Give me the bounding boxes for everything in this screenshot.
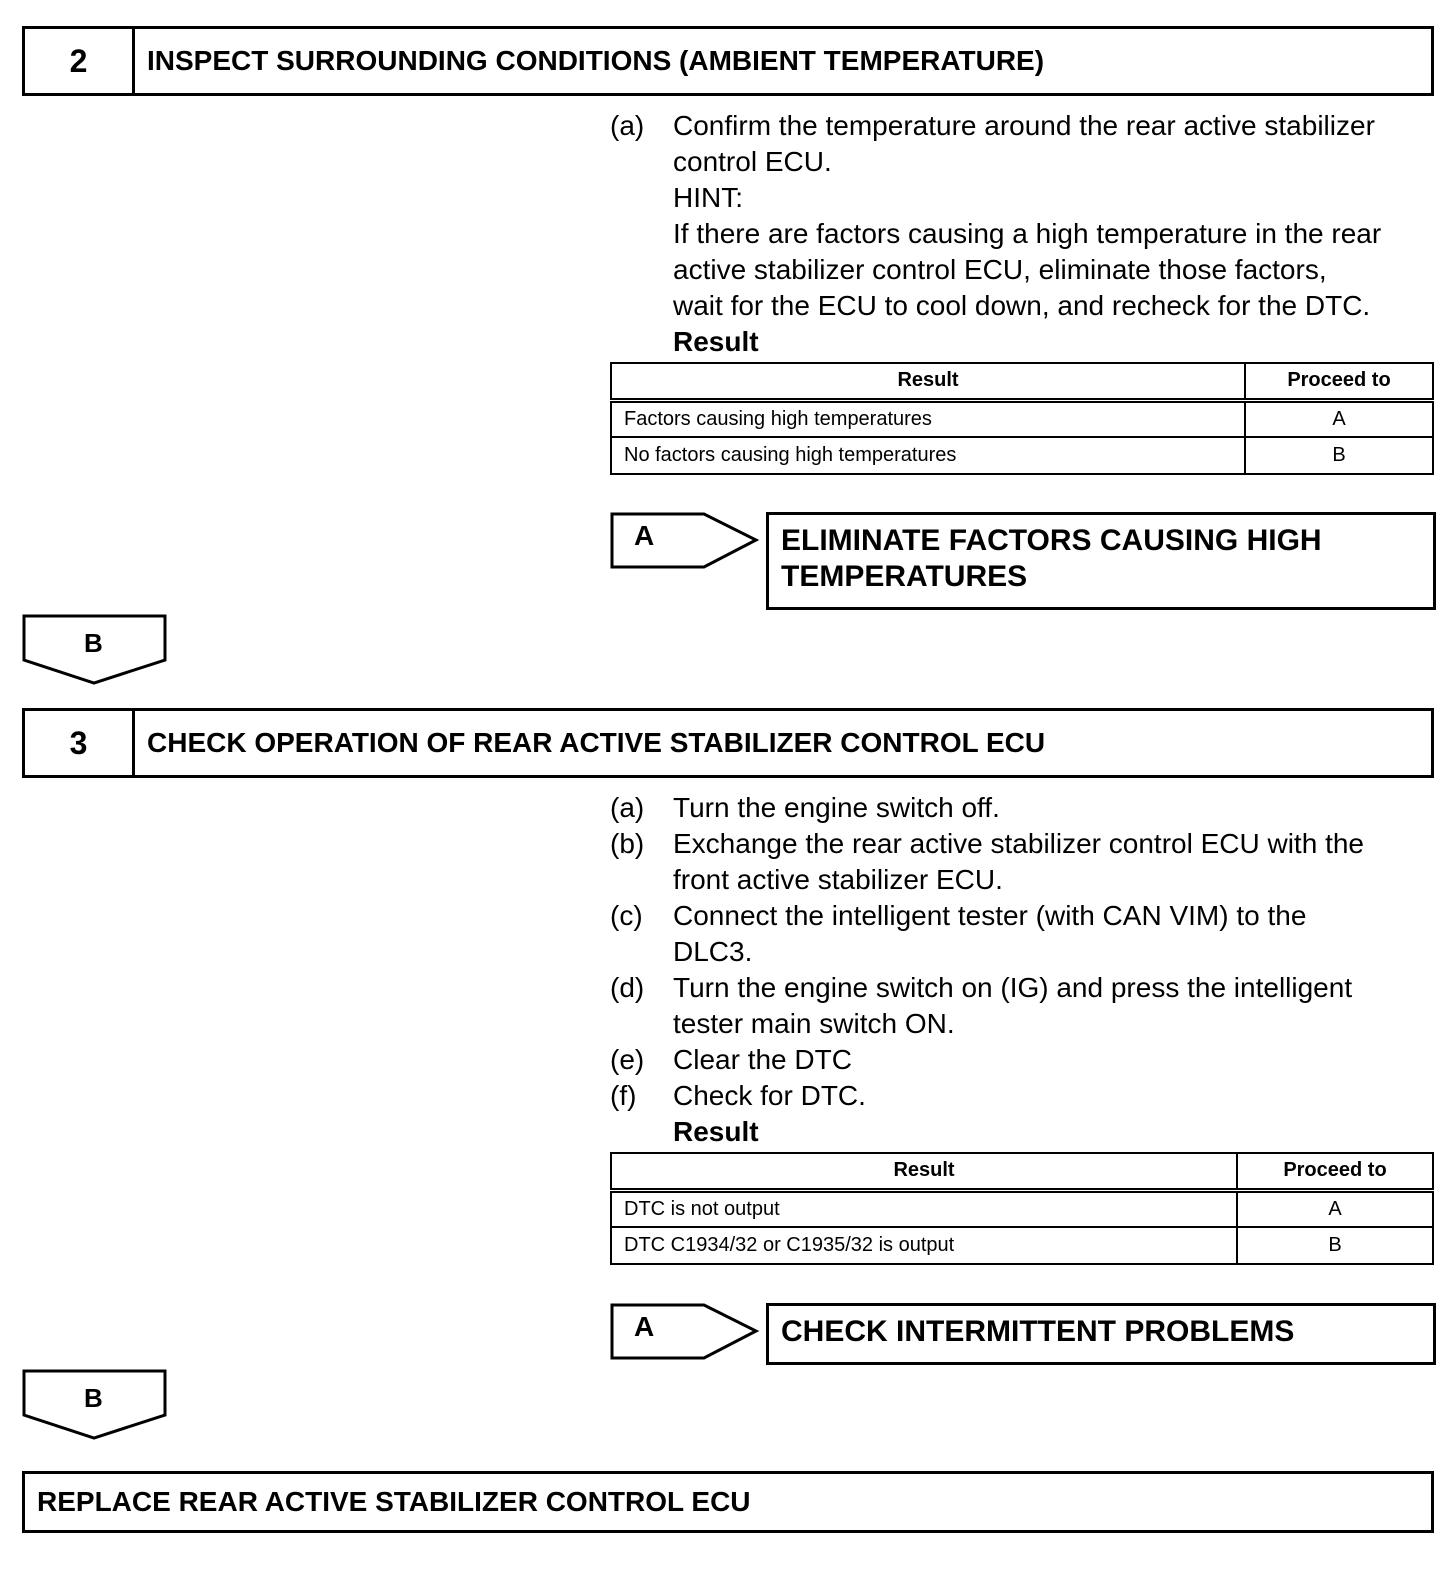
proceed-a-box xyxy=(766,512,1436,610)
result-cell: Factors causing high temperatures xyxy=(611,400,1245,437)
step-2-instructions xyxy=(610,108,1440,360)
spacer xyxy=(610,862,673,898)
instruction-continuation xyxy=(610,862,1440,898)
hint-label: HINT: xyxy=(673,182,743,213)
step-3-result-table xyxy=(610,1152,1434,1265)
result-cell: DTC is not output xyxy=(611,1190,1237,1227)
item-label: (f) xyxy=(610,1080,637,1111)
item-label: (a) xyxy=(610,110,645,141)
hint-text: If there are factors causing a high temperature in the rear xyxy=(673,218,1382,249)
item-text: Turn the engine switch on (IG) and press the intelligent xyxy=(673,972,1353,1003)
item-text: control ECU. xyxy=(673,146,832,177)
instruction-continuation xyxy=(610,144,1440,180)
proceed-a-arrow xyxy=(610,1303,760,1361)
hint-label-line xyxy=(610,180,1440,216)
proceed-b-arrow xyxy=(22,614,168,686)
instruction-item xyxy=(610,826,1440,862)
instruction-item xyxy=(610,790,1440,826)
proceed-cell: A xyxy=(1245,400,1433,437)
instruction-item xyxy=(610,108,1440,144)
column-header: Result xyxy=(611,1153,1237,1190)
step-title: CHECK OPERATION OF REAR ACTIVE STABILIZER CONTROL ECU xyxy=(147,727,1046,758)
step-3-header xyxy=(22,708,1434,778)
item-text: tester main switch ON. xyxy=(673,1008,955,1039)
proceed-a-arrow xyxy=(610,512,760,570)
column-header: Result xyxy=(611,363,1245,400)
spacer xyxy=(610,288,673,324)
result-label: Result xyxy=(673,326,759,357)
spacer xyxy=(610,1006,673,1042)
spacer xyxy=(610,180,673,216)
column-header: Proceed to xyxy=(1237,1153,1433,1190)
table-row xyxy=(611,400,1433,437)
hint-text: wait for the ECU to cool down, and recheck for the DTC. xyxy=(673,290,1371,321)
table-header-row xyxy=(611,1153,1433,1190)
result-cell: DTC C1934/32 or C1935/32 is output xyxy=(611,1227,1237,1264)
item-text: Confirm the temperature around the rear active stabilizer xyxy=(673,110,1375,141)
spacer xyxy=(610,144,673,180)
table-row xyxy=(611,437,1433,474)
item-label: (e) xyxy=(610,1044,645,1075)
item-label: (d) xyxy=(610,972,645,1003)
proceed-a-text: ELIMINATE FACTORS CAUSING HIGH xyxy=(781,524,1322,557)
item-text: front active stabilizer ECU. xyxy=(673,864,1003,895)
proceed-letter: B xyxy=(84,628,103,658)
proceed-cell: B xyxy=(1245,437,1433,474)
final-action-box: REPLACE REAR ACTIVE STABILIZER CONTROL ECU xyxy=(22,1471,1434,1533)
result-cell: No factors causing high temperatures xyxy=(611,437,1245,474)
proceed-cell: B xyxy=(1237,1227,1433,1264)
proceed-a-text: CHECK INTERMITTENT PROBLEMS xyxy=(781,1315,1295,1348)
right-arrow-shape-icon xyxy=(610,1303,760,1361)
step-number: 2 xyxy=(25,29,135,93)
table-header-row xyxy=(611,363,1433,400)
proceed-letter: B xyxy=(84,1383,103,1413)
instruction-item xyxy=(610,1042,1440,1078)
proceed-b-arrow xyxy=(22,1369,168,1441)
item-text: Check for DTC. xyxy=(673,1080,866,1111)
item-text: DLC3. xyxy=(673,936,753,967)
instruction-item xyxy=(610,1078,1440,1114)
item-text: Turn the engine switch off. xyxy=(673,792,1000,823)
proceed-letter: A xyxy=(634,520,655,551)
hint-line xyxy=(610,252,1440,288)
instruction-item xyxy=(610,898,1440,934)
column-header: Proceed to xyxy=(1245,363,1433,400)
table-row xyxy=(611,1227,1433,1264)
instruction-continuation xyxy=(610,934,1440,970)
item-label: (a) xyxy=(610,792,645,823)
item-text: Connect the intelligent tester (with CAN VIM) to the xyxy=(673,900,1307,931)
table-row xyxy=(611,1190,1433,1227)
instruction-item xyxy=(610,970,1440,1006)
item-text: Clear the DTC xyxy=(673,1044,852,1075)
item-label: (b) xyxy=(610,828,645,859)
step-2-header xyxy=(22,26,1434,96)
hint-line xyxy=(610,216,1440,252)
spacer xyxy=(610,216,673,252)
proceed-a-text: TEMPERATURES xyxy=(781,560,1028,593)
spacer xyxy=(610,252,673,288)
step-title: INSPECT SURROUNDING CONDITIONS (AMBIENT TEMPERATURE) xyxy=(147,45,1045,76)
item-label: (c) xyxy=(610,900,643,931)
result-label: Result xyxy=(673,1116,759,1147)
instruction-continuation xyxy=(610,1006,1440,1042)
item-text: Exchange the rear active stabilizer control ECU with the xyxy=(673,828,1364,859)
right-arrow-shape-icon xyxy=(610,512,760,570)
hint-line xyxy=(610,288,1440,324)
step-3-instructions xyxy=(610,790,1440,1150)
proceed-a-box xyxy=(766,1303,1436,1365)
spacer xyxy=(610,934,673,970)
step-number: 3 xyxy=(25,711,135,775)
step-2-result-table xyxy=(610,362,1434,475)
proceed-letter: A xyxy=(634,1311,655,1342)
proceed-cell: A xyxy=(1237,1190,1433,1227)
hint-text: active stabilizer control ECU, eliminate those factors, xyxy=(673,254,1327,285)
